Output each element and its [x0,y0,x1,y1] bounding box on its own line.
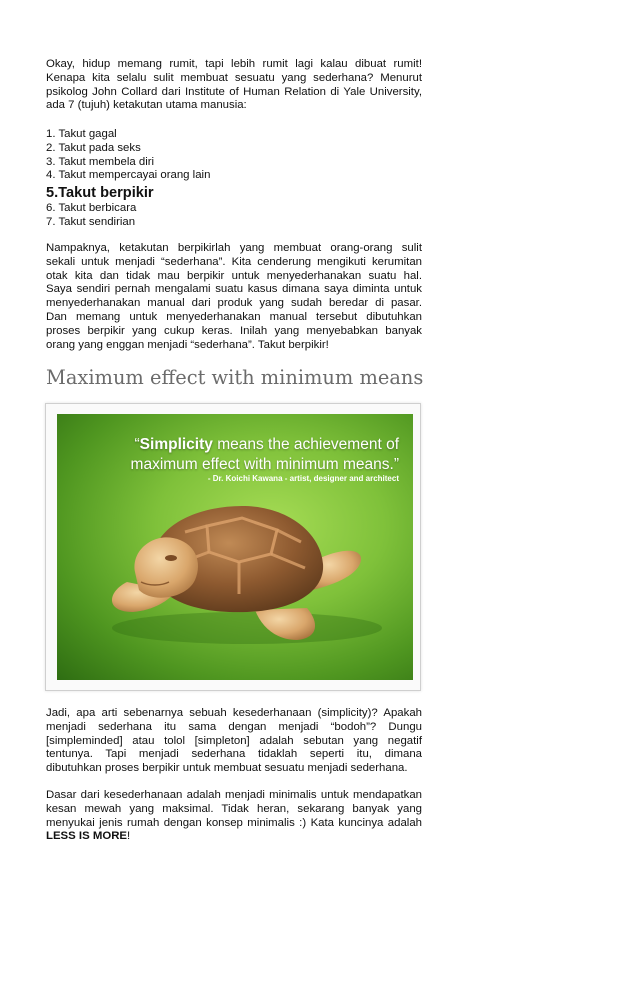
fears-list [46,128,422,230]
text-line-final: LESS IS MORE! [46,830,131,843]
text-line: Saya sendiri pernah mengalami suatu kasus dimana saya diminta untuk [46,283,422,296]
paragraph-minimalism [46,789,422,844]
quote-bold-word: Simplicity [139,436,213,453]
text-line: orang yang enggan menjadi “sederhana”. Takut berpikir! [46,338,329,351]
list-item: 4. Takut mempercayai orang lain [46,169,211,182]
text-line: psikolog John Collard dari Institute of Human Relation di Yale University, [46,85,422,98]
text-line: kesan mewah yang maksimal. Tidak heran, sekarang banyak yang [46,802,422,815]
quote-author: - Dr. Koichi Kawana - artist, designer and architect [207,474,399,483]
less-is-more: LESS IS MORE [46,830,128,843]
turtle-photo [57,414,413,680]
text-line: Jadi, apa arti sebenarnya sebuah kesederhanaan (simplicity)? Apakah [46,707,422,719]
text-line: Nampaknya, ketakutan berpikirlah yang membuat orang-orang sulit [46,242,422,254]
text-line: menjadi sederhana itu sama dengan menjadi “bodoh”? Dungu [46,720,422,733]
paragraph-simplicity [46,707,422,776]
section-heading: Maximum effect with minimum means [46,366,424,389]
list-item: 3. Takut membela diri [46,155,155,168]
text-line: proses berpikir yang cukup keras. Inilah yang menyebabkan banyak [46,324,422,337]
text-line: Dan memang untuk menyederhanakan manual tersebut dibutuhkan [46,310,422,323]
text-line: dibutuhkan proses berpikir untuk membuat sesuatu menjadi sederhana. [46,762,408,775]
list-item: 6. Takut berbicara [46,202,137,215]
quote-figure [45,403,421,691]
text-line: otak kita dan tidak mau berpikir untuk menyederhanakan suatu hal. [46,269,422,282]
list-item: 7. Takut sendirian [46,215,136,228]
text-line: menyederhanakan manual dari produk yang sudah beredar di pasar. [46,297,422,310]
text-line: Okay, hidup memang rumit, tapi lebih rumit lagi kalau dibuat rumit! [46,58,422,70]
paragraph-thinking [46,242,422,352]
list-item: 2. Takut pada seks [46,141,141,154]
text-line: menyukai jenis rumah dengan konsep minimalis :) Kata kuncinya adalah [46,816,422,829]
text-line: Kenapa kita selalu sulit membuat sesuatu yang sederhana? Menurut [46,71,422,84]
list-item: 1. Takut gagal [46,128,117,140]
list-item-highlight: 5.Takut berpikir [46,185,154,202]
text-line: ada 7 (tujuh) ketakutan utama manusia: [46,99,247,112]
intro-paragraph [46,58,422,113]
quote-line-2: maximum effect with minimum means.” [130,456,399,473]
text-line: sekali untuk menjadi “sederhana”. Kita cenderung mengikuti kerumitan [46,255,422,268]
text-line: [simpleminded] atau tolol [simpleton] adalah sebutan yang negatif [46,734,422,747]
text-line: tentunya. Tapi menjadi sederhana tidaklah seperti itu, dimana [46,748,422,761]
quote-line-1: “Simplicity means the achievement of [134,436,399,453]
text-line: Dasar dari kesederhanaan adalah menjadi minimalis untuk mendapatkan [46,789,422,801]
